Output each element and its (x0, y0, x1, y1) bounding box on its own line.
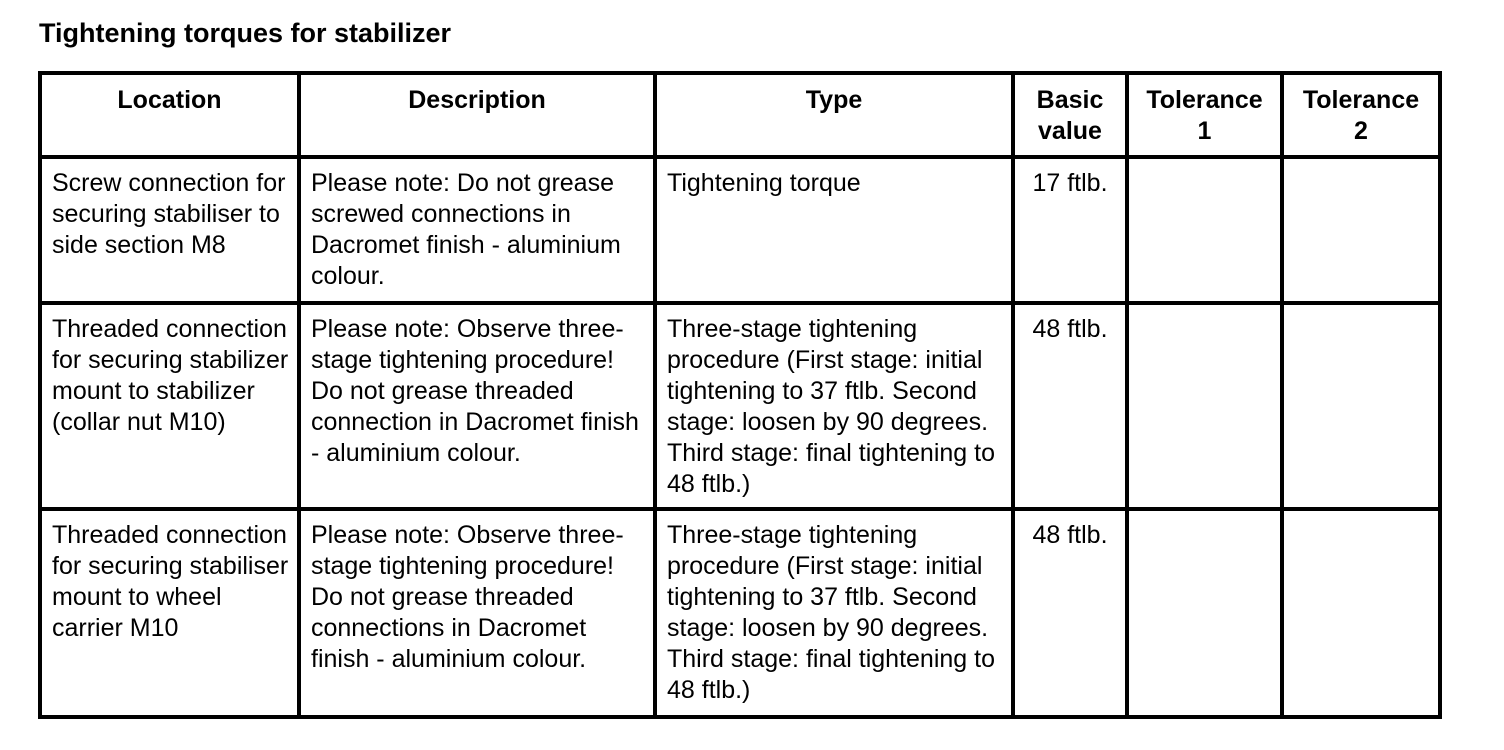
header-tolerance-2-line-2: 2 (1354, 117, 1368, 145)
cell-description: Please note: Do not grease screwed connections in Dacromet finish - aluminium colour. (299, 157, 655, 303)
header-basic-value-line-2: value (1038, 117, 1102, 145)
cell-tolerance-1 (1127, 509, 1282, 717)
table-row (40, 303, 1440, 509)
cell-location: Screw connection for securing stabiliser to side section M8 (40, 157, 299, 303)
cell-tolerance-2 (1282, 509, 1440, 717)
header-location: Location (40, 73, 299, 157)
header-tolerance-1 (1127, 73, 1282, 157)
torque-table (38, 71, 1442, 719)
table-row (40, 157, 1440, 303)
header-tolerance-1-line-1: Tolerance (1146, 86, 1263, 114)
cell-basic-value: 17 ftlb. (1013, 157, 1127, 303)
cell-type: Three-stage tightening procedure (First stage: initial tightening to 37 ftlb. Second stage: loosen by 90 degrees. Third stage: final tightening to 48 ftlb.) (655, 509, 1013, 717)
cell-tolerance-2 (1282, 303, 1440, 509)
cell-description: Please note: Observe three-stage tightening procedure! Do not grease threaded connection in Dacromet finish - aluminium colour. (299, 303, 655, 509)
cell-location: Threaded connection for securing stabilizer mount to stabilizer (collar nut M10) (40, 303, 299, 509)
page-title: Tightening torques for stabilizer (39, 18, 452, 48)
table-row (40, 509, 1440, 717)
cell-tolerance-1 (1127, 157, 1282, 303)
header-tolerance-2-line-1: Tolerance (1302, 86, 1420, 114)
header-tolerance-1-line-2: 1 (1197, 117, 1212, 145)
cell-location: Threaded connection for securing stabiliser mount to wheel carrier M10 (40, 509, 299, 717)
header-basic-value-line-1: Basic (1036, 86, 1104, 114)
cell-type: Tightening torque (655, 157, 1013, 303)
header-tolerance-2 (1282, 73, 1440, 157)
table-header-row (40, 73, 1440, 157)
cell-basic-value: 48 ftlb. (1013, 303, 1127, 509)
header-type: Type (655, 73, 1013, 157)
cell-basic-value: 48 ftlb. (1013, 509, 1127, 717)
header-basic-value (1013, 73, 1127, 157)
cell-type: Three-stage tightening procedure (First stage: initial tightening to 37 ftlb. Second stage: loosen by 90 degrees. Third stage: final tightening to 48 ftlb.) (655, 303, 1013, 509)
cell-tolerance-2 (1282, 157, 1440, 303)
cell-tolerance-1 (1127, 303, 1282, 509)
cell-description: Please note: Observe three-stage tightening procedure! Do not grease threaded connections in Dacromet finish - aluminium colour. (299, 509, 655, 717)
header-description: Description (299, 73, 655, 157)
